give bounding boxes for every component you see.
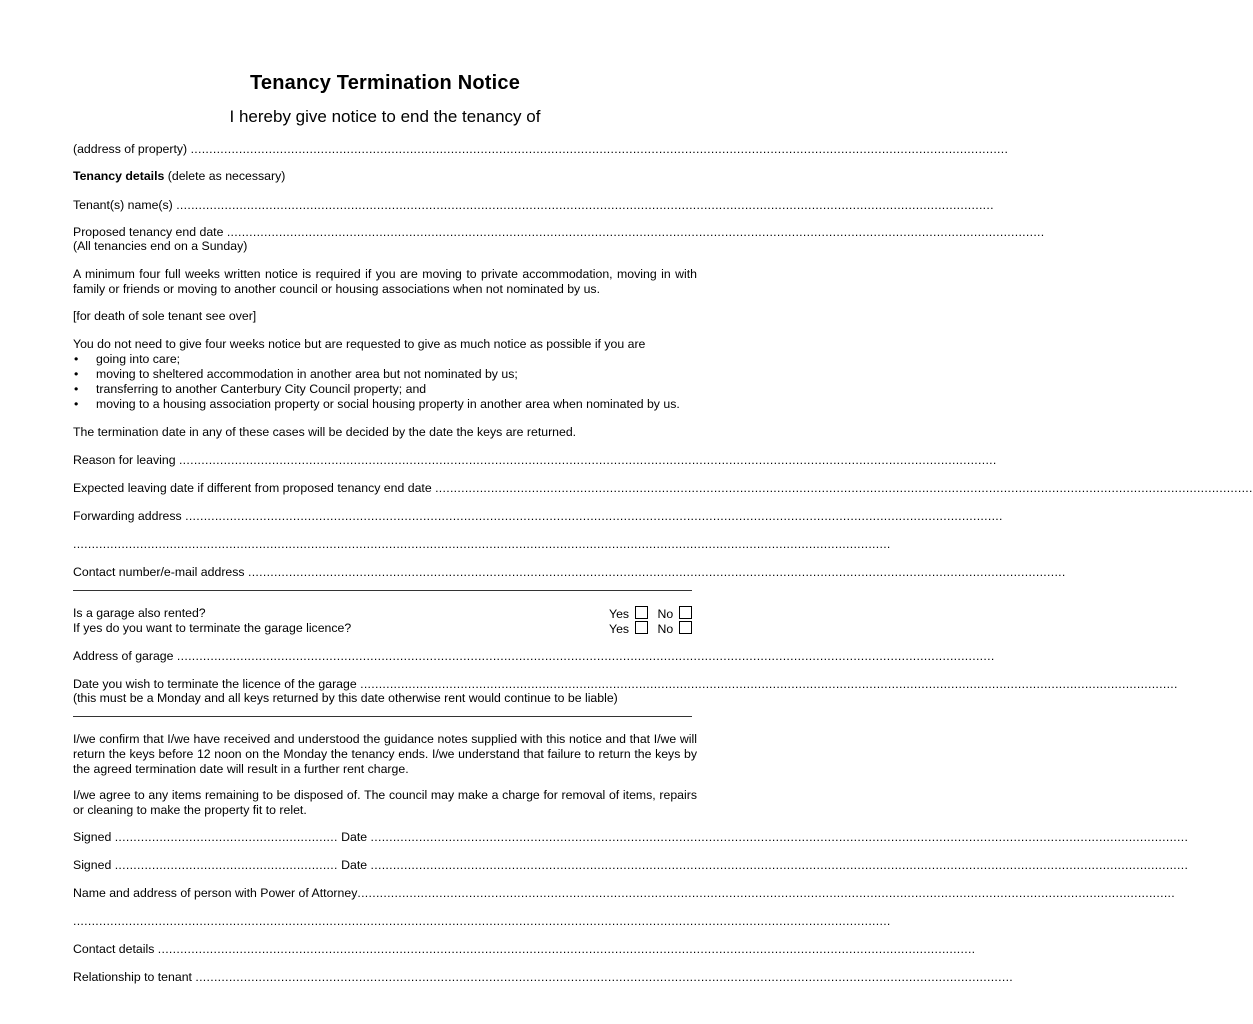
fill-dots: ............................................................................................................................................................................................................................ — [357, 886, 1175, 900]
section-divider — [73, 716, 692, 717]
fill-dots: ............................................................................................................................................................................................................................ — [370, 830, 1189, 844]
date-label: Date — [341, 858, 368, 872]
end-date-label: Proposed tenancy end date — [73, 225, 224, 239]
garage-address-label: Address of garage — [73, 649, 174, 663]
attorney-address-line-2[interactable] — [73, 914, 891, 929]
fill-dots: ............................................................................................................................................................................................................................ — [190, 142, 1009, 156]
garage-terminate-no-checkbox[interactable] — [679, 621, 692, 634]
reason-field[interactable] — [73, 453, 997, 468]
yes-label: Yes — [609, 622, 630, 636]
fill-dots: ............................................................................................................................................................................................................................ — [176, 198, 994, 212]
fill-dots: ............................................................................................................................................................................................................................ — [370, 858, 1189, 872]
relationship-label: Relationship to tenant — [73, 970, 192, 984]
notice-paragraph: A minimum four full weeks written notice is required if you are moving to private accommodation, moving in with family or friends or moving to another council or housing associations when not nominated by us. — [73, 267, 697, 296]
garage-terminate-yes-checkbox[interactable] — [635, 621, 648, 634]
fill-dots: ............................................................................................................................................................................................................................ — [73, 914, 891, 928]
fill-dots: ............................................................................................................................................................................................................................ — [360, 677, 1178, 691]
forwarding-address-label: Forwarding address — [73, 509, 182, 523]
signed-label: Signed — [73, 858, 112, 872]
address-of-property-field[interactable] — [73, 142, 1009, 157]
garage-question-2: If yes do you want to terminate the garage licence? — [73, 621, 352, 635]
attorney-contact-field[interactable] — [73, 942, 976, 957]
list-item: • moving to a housing association property or social housing property in another area when nominated by us. — [73, 397, 697, 412]
garage-date-field[interactable] — [73, 677, 1178, 692]
fill-dots: ............................................................................................................................................................................................................................ — [176, 649, 995, 663]
tenant-names-label: Tenant(s) name(s) — [73, 198, 173, 212]
attorney-name-field[interactable] — [73, 886, 1175, 901]
forwarding-address-line-2[interactable] — [73, 537, 891, 552]
contact-label: Contact number/e-mail address — [73, 565, 245, 579]
garage-date-note: (this must be a Monday and all keys returned by this date otherwise rent would continue to be liable) — [73, 691, 618, 705]
end-date-field[interactable] — [73, 225, 1045, 240]
tenancy-details-title: Tenancy details — [73, 169, 165, 183]
tenancy-details-note: (delete as necessary) — [167, 169, 286, 183]
list-item: • moving to sheltered accommodation in another area but not nominated by us; — [73, 367, 697, 382]
fill-dots: ............................................................................................................................................................................................................................ — [195, 970, 1013, 984]
fill-dots: ............................................................................................................................................................................................................................ — [247, 565, 1066, 579]
section-divider — [73, 590, 692, 591]
list-item: • going into care; — [73, 352, 697, 367]
confirmation-paragraph: I/we confirm that I/we have received and understood the guidance notes supplied with this notice and that I/we will return the keys before 12 noon on the Monday the tenancy ends. I/we understand that failure to return the keys by the agreed termination date will result in a further rent charge. — [73, 732, 697, 776]
death-note: [for death of sole tenant see over] — [73, 309, 257, 323]
page-title: Tenancy Termination Notice — [249, 72, 521, 94]
tenant-names-field[interactable] — [73, 198, 994, 213]
fill-dots: ............................................................................................................................................................................................................................ — [435, 481, 1253, 495]
no-label: No — [657, 607, 674, 621]
fill-dots: ............................................................................................................................................................................................................................ — [226, 225, 1045, 239]
no-label: No — [657, 622, 674, 636]
fill-dots: ............................................................................................................................................................................................................................ — [178, 453, 997, 467]
end-date-note: (All tenancies end on a Sunday) — [73, 239, 248, 253]
forwarding-address-field[interactable] — [73, 509, 1003, 524]
date-label: Date — [341, 830, 368, 844]
signature-dots: ............................................................ — [114, 858, 338, 872]
relationship-field[interactable] — [73, 970, 1013, 985]
signature-row-2[interactable] — [73, 858, 1189, 873]
reason-label: Reason for leaving — [73, 453, 176, 467]
page-subtitle: I hereby give notice to end the tenancy of — [229, 107, 541, 126]
garage-rented-yes-checkbox[interactable] — [635, 606, 648, 619]
garage-address-field[interactable] — [73, 649, 995, 664]
signed-label: Signed — [73, 830, 112, 844]
garage-question-1: Is a garage also rented? — [73, 606, 206, 620]
list-item: • transferring to another Canterbury City Council property; and — [73, 382, 697, 397]
exceptions-intro: You do not need to give four weeks notice but are requested to give as much notice as possible if you are — [73, 337, 646, 351]
disposal-paragraph: I/we agree to any items remaining to be disposed of. The council may make a charge for removal of items, repairs or cleaning to make the property fit to relet. — [73, 788, 697, 817]
exceptions-list — [73, 352, 697, 412]
exceptions-closing: The termination date in any of these cases will be decided by the date the keys are returned. — [73, 425, 577, 439]
tenancy-details-heading — [73, 169, 693, 184]
attorney-name-label: Name and address of person with Power of Attorney — [73, 886, 358, 900]
address-of-property-label: (address of property) — [73, 142, 188, 156]
fill-dots: ............................................................................................................................................................................................................................ — [185, 509, 1003, 523]
garage-date-label: Date you wish to terminate the licence of the garage — [73, 677, 357, 691]
garage-rented-no-checkbox[interactable] — [679, 606, 692, 619]
garage-terminate-options — [609, 621, 692, 637]
yes-label: Yes — [609, 607, 630, 621]
expected-date-label: Expected leaving date if different from proposed tenancy end date — [73, 481, 432, 495]
contact-field[interactable] — [73, 565, 1066, 580]
fill-dots: ............................................................................................................................................................................................................................ — [73, 537, 891, 551]
expected-date-field[interactable] — [73, 481, 1253, 496]
signature-row-1[interactable] — [73, 830, 1189, 845]
fill-dots: ............................................................................................................................................................................................................................ — [157, 942, 976, 956]
signature-dots: ............................................................ — [114, 830, 338, 844]
attorney-contact-label: Contact details — [73, 942, 155, 956]
garage-rented-options — [609, 606, 692, 622]
